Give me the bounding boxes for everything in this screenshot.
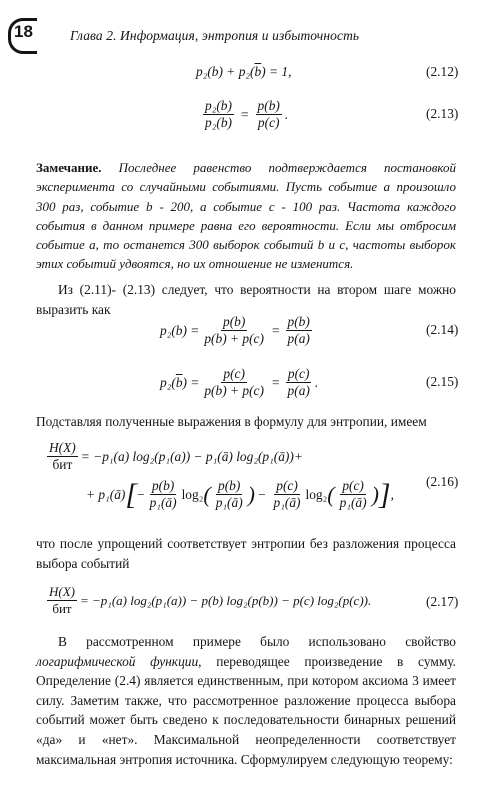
equation-2-16-line-2 bbox=[86, 478, 394, 511]
running-head: Глава 2. Информация, энтропия и избыточность bbox=[70, 28, 360, 43]
period: . bbox=[314, 374, 319, 390]
eq-2-12-lhs: p₂(b) + p₂( bbox=[196, 64, 255, 79]
numerator: p(b) bbox=[287, 314, 310, 329]
remark-text: Последнее равенство подтверждается постановкой эксперимента со случайными событиями. Пусть событие a произошло 300 раз, событие b - 200, а событие c - 100 раз. Частота каждого события в данном примере равна его вероятности. Если мы отбросим событие a, то останется 300 выборок событий b и c, частоты выборок этих событий удвоятся, но их отношение не изменится. bbox=[36, 160, 456, 272]
equation-2-17 bbox=[44, 584, 371, 617]
den-pre: p( bbox=[287, 331, 299, 346]
left-bracket: [ bbox=[125, 477, 138, 511]
equation-number: (2.16) bbox=[426, 474, 459, 489]
minus-sign: − bbox=[137, 486, 145, 502]
denominator: p(b) + p(c) bbox=[204, 331, 264, 346]
den-pre: p( bbox=[287, 383, 299, 398]
fraction bbox=[202, 314, 266, 347]
remark-block bbox=[36, 158, 456, 274]
den-var: $\overline{a}$ bbox=[298, 331, 306, 346]
den-post: ) bbox=[305, 331, 310, 346]
fraction bbox=[148, 478, 179, 511]
denominator: p(b) + p(c) bbox=[204, 383, 264, 398]
denominator: бит bbox=[52, 601, 72, 616]
fraction bbox=[256, 98, 282, 131]
right-paren: ) bbox=[247, 481, 255, 507]
log-operator: log₂ bbox=[305, 486, 328, 502]
numerator: p(c) bbox=[223, 366, 245, 381]
right-bracket: ] bbox=[378, 477, 391, 511]
eq-lhs-var: $\overline{b}$ bbox=[175, 374, 183, 390]
eq-rhs: = −p₁(a) log₂(p₁(a)) − p₁(ā) log₂(p₁(ā))+ bbox=[80, 448, 303, 464]
paragraph: что после упрощений соответствует энтропии без разложения процесса выбора событий bbox=[36, 536, 456, 571]
equation-number: (2.17) bbox=[426, 594, 459, 609]
numerator: p(b) bbox=[257, 98, 280, 113]
paragraph: Из (2.11)- (2.13) следует, что вероятности на втором шаге можно выразить как bbox=[36, 282, 456, 317]
fraction bbox=[47, 584, 77, 617]
fraction bbox=[286, 366, 312, 399]
denominator: p₁(ā) bbox=[215, 495, 243, 510]
comma: , bbox=[390, 486, 394, 502]
equals-sign: = bbox=[240, 106, 249, 122]
period: . bbox=[284, 106, 289, 122]
eq-lhs-pre: p₂( bbox=[160, 374, 176, 390]
eq-rhs: = −p₁(a) log₂(p₁(a)) − p(b) log₂(p(b)) − p(c) log₂(p(c)). bbox=[80, 592, 372, 608]
left-paren: ( bbox=[203, 481, 211, 507]
equation-2-14 bbox=[160, 314, 315, 347]
emphasis-text: логарифмической функции bbox=[36, 653, 199, 669]
denominator bbox=[286, 331, 312, 347]
fraction bbox=[203, 98, 234, 131]
numerator: p(c) bbox=[276, 478, 298, 493]
denominator: бит bbox=[52, 457, 73, 472]
equation-2-15 bbox=[160, 366, 318, 399]
equation-number: (2.15) bbox=[426, 374, 459, 389]
den-pre: p₂( bbox=[205, 115, 221, 130]
numerator: p(c) bbox=[287, 366, 310, 381]
eq-2-12-bvar: $\overline{b}$ bbox=[254, 64, 262, 79]
denominator: p₁(ā) bbox=[339, 495, 367, 510]
denominator bbox=[286, 383, 312, 399]
numerator: H(X) bbox=[49, 584, 75, 599]
fraction bbox=[202, 366, 266, 399]
numerator: p₂(b) bbox=[205, 98, 232, 113]
denominator: p(c) bbox=[257, 115, 280, 130]
numerator: H(X) bbox=[49, 440, 76, 455]
fraction bbox=[286, 314, 312, 347]
right-paren: ) bbox=[371, 481, 379, 507]
den-post: ) bbox=[305, 383, 310, 398]
remark-label: Замечание. bbox=[36, 160, 102, 175]
denominator: p₁(ā) bbox=[273, 495, 301, 510]
equation-number: (2.14) bbox=[426, 322, 459, 337]
eq-term: + p₁(ā) bbox=[86, 486, 126, 502]
equation-2-12 bbox=[196, 64, 291, 80]
paragraph: Подставляя полученные выражения в формулу для энтропии, имеем bbox=[36, 414, 427, 429]
fraction bbox=[47, 440, 78, 473]
paragraph-text: В рассмотренном примере было использовано свойство bbox=[58, 634, 456, 649]
equation-2-16-line-1 bbox=[44, 440, 303, 473]
log-operator: log₂ bbox=[181, 486, 204, 502]
equals-sign: = bbox=[271, 374, 280, 390]
numerator: p(c) bbox=[342, 478, 364, 493]
den-var: $\overline{a}$ bbox=[298, 383, 306, 398]
denominator bbox=[203, 115, 234, 131]
fraction bbox=[338, 478, 369, 511]
left-paren: ( bbox=[327, 481, 335, 507]
eq-lhs-post: ) = bbox=[182, 374, 200, 390]
equation-2-13 bbox=[200, 98, 288, 131]
eq-2-12-rhs: ) = 1, bbox=[261, 64, 292, 79]
minus-sign: − bbox=[257, 486, 266, 502]
denominator: p₁(ā) bbox=[149, 495, 177, 510]
equation-number: (2.13) bbox=[426, 106, 459, 121]
numerator: p(b) bbox=[223, 314, 246, 329]
page-number: 18 bbox=[14, 22, 33, 41]
paragraph-text: , переводящее произведение в сумму. Определение (2.4) является единственным, при котором аксиома 3 имеет силу. Заметим также, что рассмотренное разложение процесса выбора событий может быть сведено к последовательности бинарных решений «да» и «нет». Максимальной неопределенности соответствует максимальная энтропия источника. Сформулируем следующую теорему: bbox=[36, 653, 456, 767]
numerator: p(b) bbox=[151, 478, 175, 493]
fraction bbox=[272, 478, 303, 511]
equation-number: (2.12) bbox=[426, 64, 459, 79]
fraction bbox=[214, 478, 245, 511]
numerator: p(b) bbox=[218, 478, 241, 493]
paragraph bbox=[36, 632, 456, 769]
den-post: ) bbox=[227, 115, 232, 130]
eq-lhs: p₂(b) = bbox=[160, 322, 200, 338]
equals-sign: = bbox=[271, 322, 280, 338]
den-var: $\overline{b}$ bbox=[220, 115, 228, 130]
